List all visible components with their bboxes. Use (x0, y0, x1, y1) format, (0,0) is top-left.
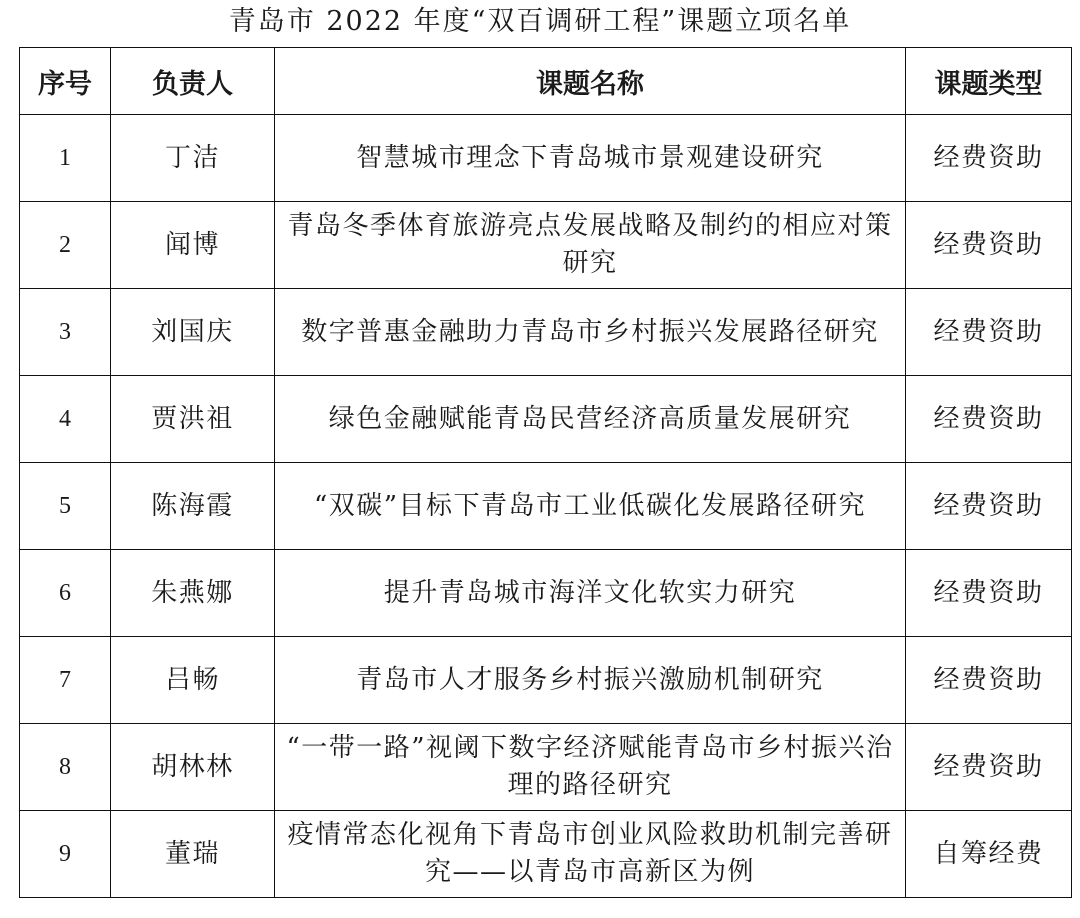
table-row (20, 115, 1072, 202)
cell-leader: 丁洁 (111, 115, 275, 202)
cell-no: 9 (20, 811, 111, 898)
project-list-table (19, 47, 1072, 898)
cell-type: 自筹经费 (906, 811, 1072, 898)
cell-no: 6 (20, 550, 111, 637)
cell-type: 经费资助 (906, 202, 1072, 289)
header-type: 课题类型 (906, 48, 1072, 115)
cell-type: 经费资助 (906, 376, 1072, 463)
table-row (20, 550, 1072, 637)
cell-type: 经费资助 (906, 289, 1072, 376)
cell-no: 3 (20, 289, 111, 376)
table-row (20, 376, 1072, 463)
cell-topic: 数字普惠金融助力青岛市乡村振兴发展路径研究 (275, 289, 906, 376)
table-row (20, 463, 1072, 550)
header-leader: 负责人 (111, 48, 275, 115)
table-row (20, 637, 1072, 724)
cell-topic: “双碳”目标下青岛市工业低碳化发展路径研究 (275, 463, 906, 550)
cell-leader: 闻博 (111, 202, 275, 289)
cell-leader: 朱燕娜 (111, 550, 275, 637)
cell-topic: 青岛市人才服务乡村振兴激励机制研究 (275, 637, 906, 724)
table-row (20, 811, 1072, 898)
cell-type: 经费资助 (906, 550, 1072, 637)
cell-leader: 吕畅 (111, 637, 275, 724)
cell-topic: 青岛冬季体育旅游亮点发展战略及制约的相应对策研究 (275, 202, 906, 289)
cell-topic: 疫情常态化视角下青岛市创业风险救助机制完善研究——以青岛市高新区为例 (275, 811, 906, 898)
table-row (20, 724, 1072, 811)
cell-topic: 提升青岛城市海洋文化软实力研究 (275, 550, 906, 637)
cell-topic: “一带一路”视阈下数字经济赋能青岛市乡村振兴治理的路径研究 (275, 724, 906, 811)
cell-type: 经费资助 (906, 463, 1072, 550)
cell-no: 5 (20, 463, 111, 550)
cell-leader: 胡林林 (111, 724, 275, 811)
cell-type: 经费资助 (906, 724, 1072, 811)
table-row (20, 202, 1072, 289)
cell-no: 8 (20, 724, 111, 811)
cell-leader: 陈海霞 (111, 463, 275, 550)
cell-leader: 刘国庆 (111, 289, 275, 376)
cell-leader: 贾洪祖 (111, 376, 275, 463)
table-header-row (20, 48, 1072, 115)
cell-no: 4 (20, 376, 111, 463)
cell-type: 经费资助 (906, 637, 1072, 724)
header-topic: 课题名称 (275, 48, 906, 115)
cell-no: 2 (20, 202, 111, 289)
header-no: 序号 (20, 48, 111, 115)
cell-no: 7 (20, 637, 111, 724)
cell-no: 1 (20, 115, 111, 202)
table-row (20, 289, 1072, 376)
cell-type: 经费资助 (906, 115, 1072, 202)
cell-leader: 董瑞 (111, 811, 275, 898)
cell-topic: 智慧城市理念下青岛城市景观建设研究 (275, 115, 906, 202)
page-title: 青岛市 2022 年度“双百调研工程”课题立项名单 (228, 6, 852, 37)
cell-topic: 绿色金融赋能青岛民营经济高质量发展研究 (275, 376, 906, 463)
